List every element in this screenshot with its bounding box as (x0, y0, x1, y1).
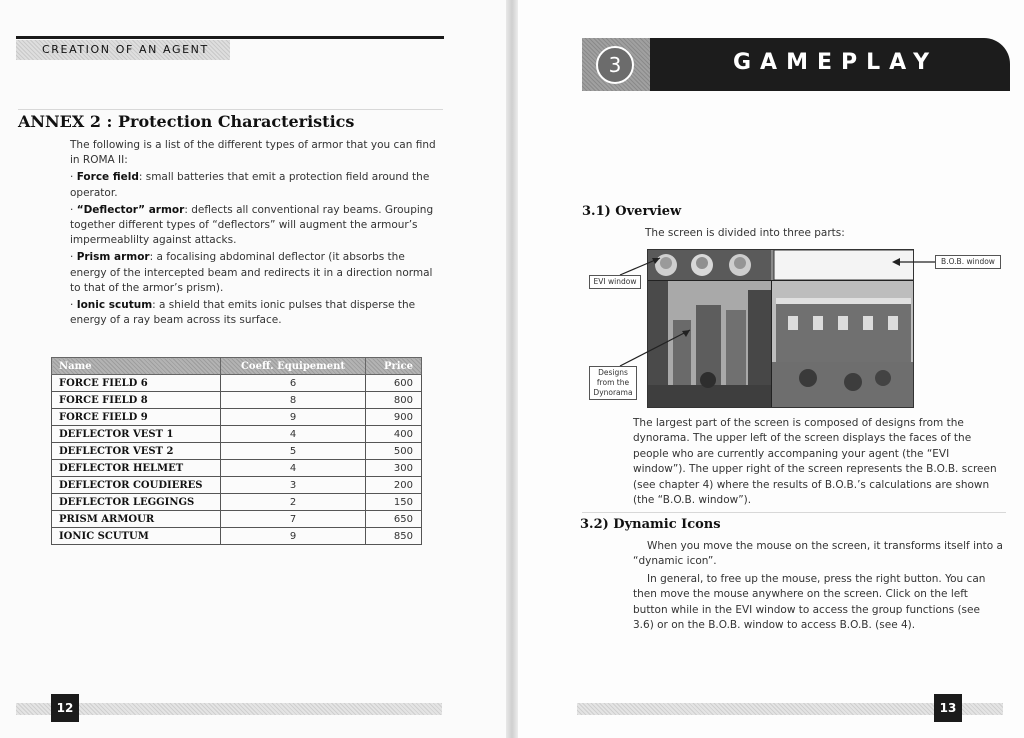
cell-price: 200 (366, 477, 422, 494)
cell-name: PRISM ARMOUR (52, 511, 221, 528)
section-title-overview: 3.1) Overview (582, 204, 682, 219)
cell-coeff: 2 (221, 494, 366, 511)
cell-coeff: 5 (221, 443, 366, 460)
dynamic-icons-p2: In general, to free up the mouse, press the right button. You can then move the mouse anywhere on the screen. Click on the left button while in the EVI window to access the group functions (see 3.6) or on the B.O.B. window to access B.O.B. (see 4). (633, 572, 986, 632)
divider (582, 512, 1006, 513)
bullet-text: : small batteries that emit a protection field around the operator. (70, 171, 430, 199)
cell-price: 150 (366, 494, 422, 511)
overview-text: The largest part of the screen is composed of designs from the dynorama. The upper left of the screen displays the faces of the people who are currently accompaning your agent (the “EVI window”). The upper right of the screen represents the B.O.B. screen (see chapter 4) where the results of B.O.B.’s calculations are shown (the “B.O.B. window”). (633, 417, 997, 507)
annex-title: ANNEX 2 : Protection Characteristics (18, 112, 355, 131)
cell-name: DEFLECTOR VEST 2 (52, 443, 221, 460)
cell-price: 500 (366, 443, 422, 460)
cell-price: 400 (366, 426, 422, 443)
cell-name: DEFLECTOR HELMET (52, 460, 221, 477)
chapter-number: 3 (596, 46, 634, 84)
chapter-title: GAMEPLAY (733, 50, 938, 75)
cell-name: FORCE FIELD 9 (52, 409, 221, 426)
cell-coeff: 3 (221, 477, 366, 494)
col-header-price: Price (366, 358, 422, 375)
annex-intro: The following is a list of the different types of armor that you can find in ROMA II: (70, 139, 436, 167)
cell-price: 900 (366, 409, 422, 426)
col-header-coeff: Coeff. Equipement (221, 358, 366, 375)
bullet-term: Force field (76, 171, 139, 184)
page-number: 13 (934, 694, 962, 722)
callout-bob-window: B.O.B. window (935, 255, 1001, 269)
cell-coeff: 4 (221, 460, 366, 477)
cell-name: FORCE FIELD 6 (52, 375, 221, 392)
cell-price: 300 (366, 460, 422, 477)
cell-name: DEFLECTOR LEGGINGS (52, 494, 221, 511)
cell-coeff: 9 (221, 528, 366, 545)
bullet-term: “Deflector” armor (76, 203, 185, 216)
section-title-dynamic-icons: 3.2) Dynamic Icons (580, 517, 721, 532)
overview-intro: The screen is divided into three parts: (645, 227, 845, 239)
cell-coeff: 8 (221, 392, 366, 409)
bullet-text: : deflects all conventional ray beams. Grouping together different types of “deflectors” will augment the armour’s impermeablilty against attacks. (70, 203, 434, 247)
bullet-text: : a shield that emits ionic pulses that disperse the energy of a ray beam across its surface. (70, 299, 416, 327)
bullet-text: : a focalising abdominal deflector (it absorbs the energy of the intercepted beam and redirects it in a direction normal to that of the armor’s prism). (70, 251, 433, 295)
col-header-name: Name (52, 358, 221, 375)
cell-name: IONIC SCUTUM (52, 528, 221, 545)
cell-coeff: 4 (221, 426, 366, 443)
cell-price: 850 (366, 528, 422, 545)
cell-name: DEFLECTOR VEST 1 (52, 426, 221, 443)
bullet-deflector: · “Deflector” armor: deflects all conventional ray beams. Grouping together different types of “deflectors” will augment the armour’s impermeablilty against attacks. (70, 203, 434, 247)
dynamic-icons-body (633, 539, 1003, 633)
cell-name: FORCE FIELD 8 (52, 392, 221, 409)
dynamic-icons-p1: When you move the mouse on the screen, it transforms itself into a “dynamic icon”. (633, 540, 1003, 568)
bullet-prism: · Prism armor: a focalising abdominal deflector (it absorbs the energy of the intercepted beam and redirects it in a direction normal to that of the armor’s prism). (70, 251, 433, 295)
section-header: CREATION OF AN AGENT (16, 40, 230, 60)
callout-evi-window: EVI window (589, 275, 641, 289)
cell-price: 800 (366, 392, 422, 409)
cell-price: 600 (366, 375, 422, 392)
bullet-term: Prism armor (76, 251, 150, 264)
cell-coeff: 6 (221, 375, 366, 392)
callout-designs: Designs from the Dynorama (589, 366, 637, 400)
bullet-term: Ionic scutum (76, 299, 153, 312)
page-number: 12 (51, 694, 79, 722)
cell-coeff: 7 (221, 511, 366, 528)
bullet-force-field: · Force field: small batteries that emit a protection field around the operator. (70, 171, 430, 199)
cell-price: 650 (366, 511, 422, 528)
bullet-ionic: · Ionic scutum: a shield that emits ionic pulses that disperse the energy of a ray beam across its surface. (70, 299, 416, 327)
cell-name: DEFLECTOR COUDIERES (52, 477, 221, 494)
cell-coeff: 9 (221, 409, 366, 426)
